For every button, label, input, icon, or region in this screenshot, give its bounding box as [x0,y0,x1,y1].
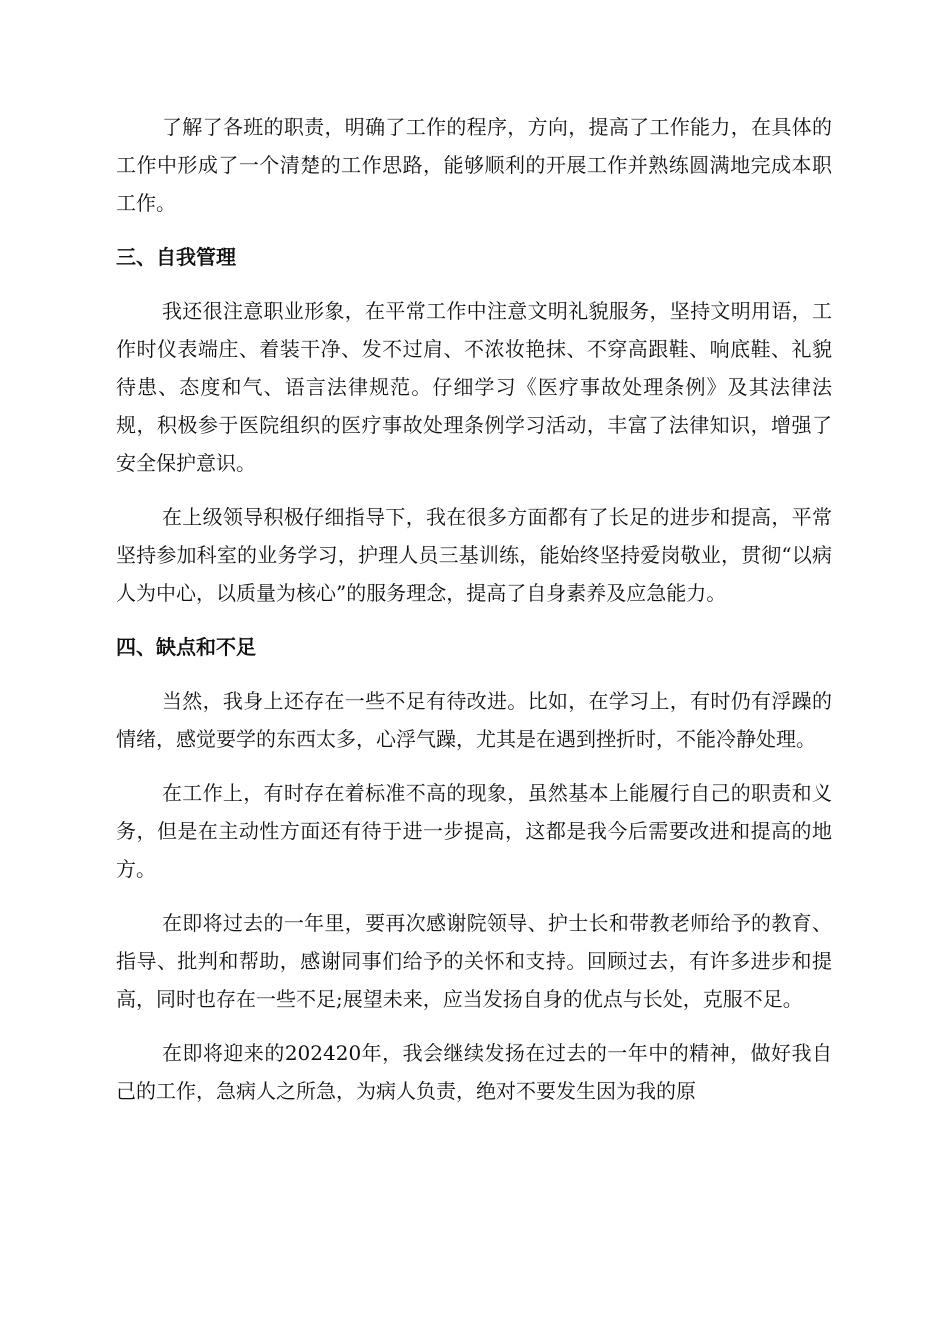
paragraph-work-shortcomings: 在工作上，有时存在着标准不高的现象，虽然基本上能履行自己的职责和义务，但是在主动性方面还有待于进一步提高，这都是我今后需要改进和提高的地方。 [116,781,832,881]
spacer [116,482,832,498]
section-heading-shortcomings: 四、缺点和不足 [116,635,256,659]
spacer [116,888,832,904]
spacer [116,612,832,628]
paragraph-work-ability: 了解了各班的职责，明确了工作的程序，方向，提高了工作能力，在具体的工作中形成了一个清楚的工作思路，能够顺利的开展工作并熟练圆满地完成本职工作。 [116,115,832,215]
paragraph-professional-image: 我还很注意职业形象，在平常工作中注意文明礼貌服务，坚持文明用语，工作时仪表端庄、着装干净、发不过肩、不浓妆艳抹、不穿高跟鞋、响底鞋、礼貌待患、态度和气、语言法律规范。仔细学习《医疗事故处理条例》及其法律法规，积极参于医院组织的医疗事故处理条例学习活动，丰富了法律知识，增强了安全保护意识。 [116,299,832,475]
paragraph-outlook: 在即将迎来的202420年，我会继续发扬在过去的一年中的精神，做好我自己的工作，急病人之所急，为病人负责，绝对不要发生因为我的原 [116,1041,832,1103]
spacer [116,758,832,774]
spacer [116,276,832,292]
paragraph-study-shortcomings: 当然，我身上还存在一些不足有待改进。比如，在学习上，有时仍有浮躁的情绪，感觉要学的东西太多，心浮气躁，尤其是在遇到挫折时，不能冷静处理。 [116,689,832,751]
section-heading-self-management: 三、自我管理 [116,245,236,269]
document-page [116,108,832,1110]
paragraph-thanks: 在即将过去的一年里，要再次感谢院领导、护士长和带教老师给予的教育、指导、批判和帮助，感谢同事们给予的关怀和支持。回顾过去，有许多进步和提高，同时也存在一些不足;展望未来，应当发扬自身的优点与长处，克服不足。 [116,911,832,1011]
paragraph-progress: 在上级领导积极仔细指导下，我在很多方面都有了长足的进步和提高，平常坚持参加科室的业务学习，护理人员三基训练，能始终坚持爱岗敬业，贯彻“以病人为中心，以质量为核心”的服务理念，提高了自身素养及应急能力。 [116,505,832,605]
spacer [116,1018,832,1034]
spacer [116,666,832,682]
spacer [116,222,832,238]
